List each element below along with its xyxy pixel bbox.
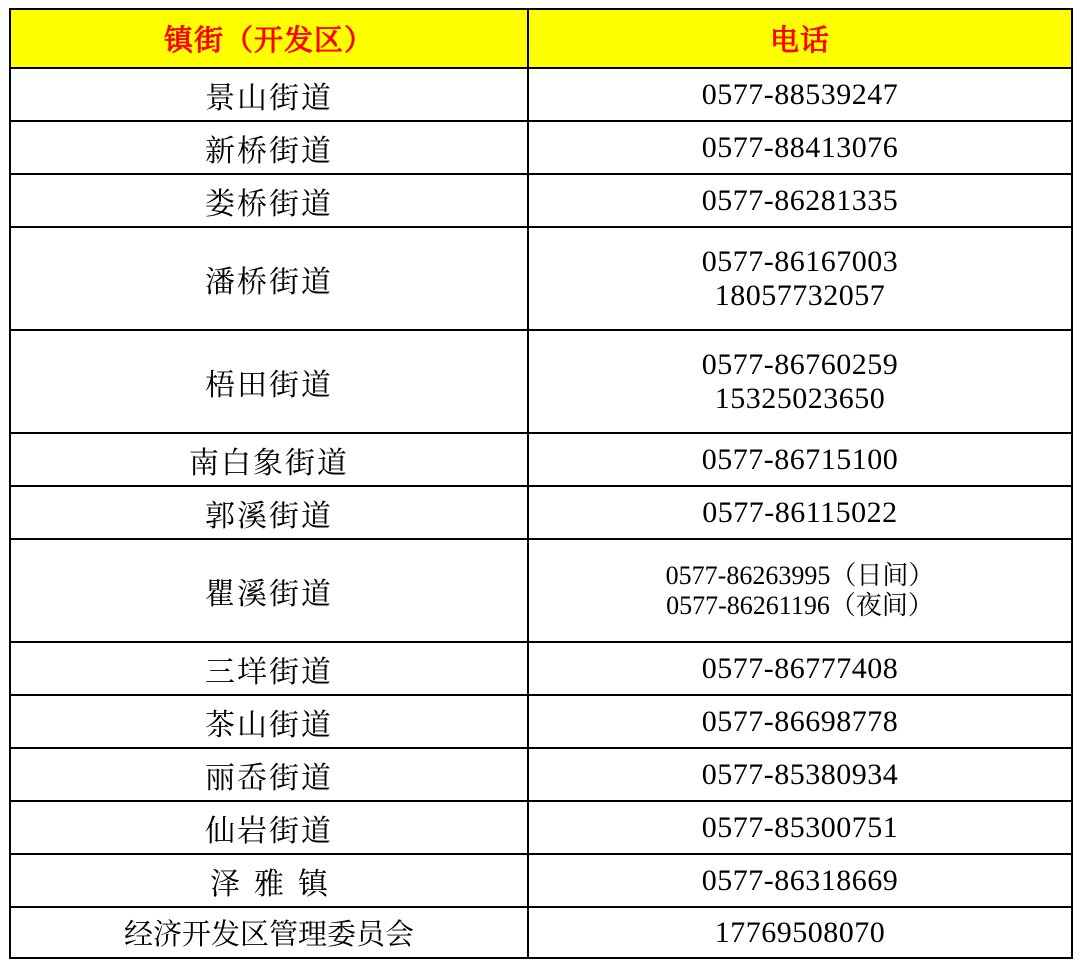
phone-line: 0577-86115022	[702, 495, 898, 529]
area-name: 南白象街道	[10, 433, 528, 486]
phone-line: 0577-86777408	[701, 651, 899, 685]
phone-line: 0577-86167003	[701, 244, 899, 278]
phone-number	[528, 907, 1072, 958]
phone-line: 0577-88413076	[701, 130, 899, 164]
area-name: 梧田街道	[10, 330, 528, 433]
phone-line: 17769508070	[714, 915, 886, 949]
table-row	[10, 748, 1072, 801]
table-row	[10, 433, 1072, 486]
table-row	[10, 486, 1072, 539]
phone-number	[528, 174, 1072, 227]
phone-number	[528, 539, 1072, 642]
table-row	[10, 330, 1072, 433]
phone-number	[528, 801, 1072, 854]
table-row	[10, 642, 1072, 695]
column-header-area: 镇街（开发区）	[10, 9, 528, 68]
phone-line: 0577-85300751	[701, 810, 899, 844]
area-name: 丽岙街道	[10, 748, 528, 801]
phone-line: 0577-86318669	[701, 863, 899, 897]
phone-number	[528, 854, 1072, 907]
phone-line: 15325023650	[714, 381, 886, 415]
table-row	[10, 801, 1072, 854]
area-name: 郭溪街道	[10, 486, 528, 539]
phone-number	[528, 695, 1072, 748]
table-row	[10, 695, 1072, 748]
area-name: 新桥街道	[10, 121, 528, 174]
table-header-row	[10, 9, 1072, 68]
area-name: 经济开发区管理委员会	[10, 907, 528, 958]
phone-line: 0577-86281335	[701, 183, 899, 217]
area-name: 瞿溪街道	[10, 539, 528, 642]
column-header-phone: 电话	[528, 9, 1072, 68]
phone-line: 0577-88539247	[701, 77, 899, 111]
area-name: 三垟街道	[10, 642, 528, 695]
phone-number	[528, 748, 1072, 801]
contact-table	[9, 8, 1073, 959]
phone-line: 18057732057	[714, 278, 886, 312]
table-row	[10, 121, 1072, 174]
table-row	[10, 68, 1072, 121]
area-name: 娄桥街道	[10, 174, 528, 227]
phone-line: 0577-86698778	[701, 704, 899, 738]
phone-line: 0577-85380934	[701, 757, 899, 791]
phone-line: 0577-86715100	[701, 442, 899, 476]
phone-number	[528, 642, 1072, 695]
area-name: 茶山街道	[10, 695, 528, 748]
table-row	[10, 539, 1072, 642]
phone-number	[528, 121, 1072, 174]
table-row	[10, 174, 1072, 227]
table-row	[10, 854, 1072, 907]
area-name: 泽雅镇	[10, 854, 528, 907]
area-name: 潘桥街道	[10, 227, 528, 330]
area-name: 仙岩街道	[10, 801, 528, 854]
area-name: 景山街道	[10, 68, 528, 121]
phone-line: 0577-86760259	[701, 347, 899, 381]
phone-number	[528, 486, 1072, 539]
phone-line: 0577-86263995（日间）	[665, 560, 935, 590]
phone-line: 0577-86261196（夜间）	[666, 590, 934, 620]
phone-number	[528, 330, 1072, 433]
table-row	[10, 907, 1072, 958]
phone-number	[528, 227, 1072, 330]
phone-number	[528, 68, 1072, 121]
table-row	[10, 227, 1072, 330]
phone-number	[528, 433, 1072, 486]
